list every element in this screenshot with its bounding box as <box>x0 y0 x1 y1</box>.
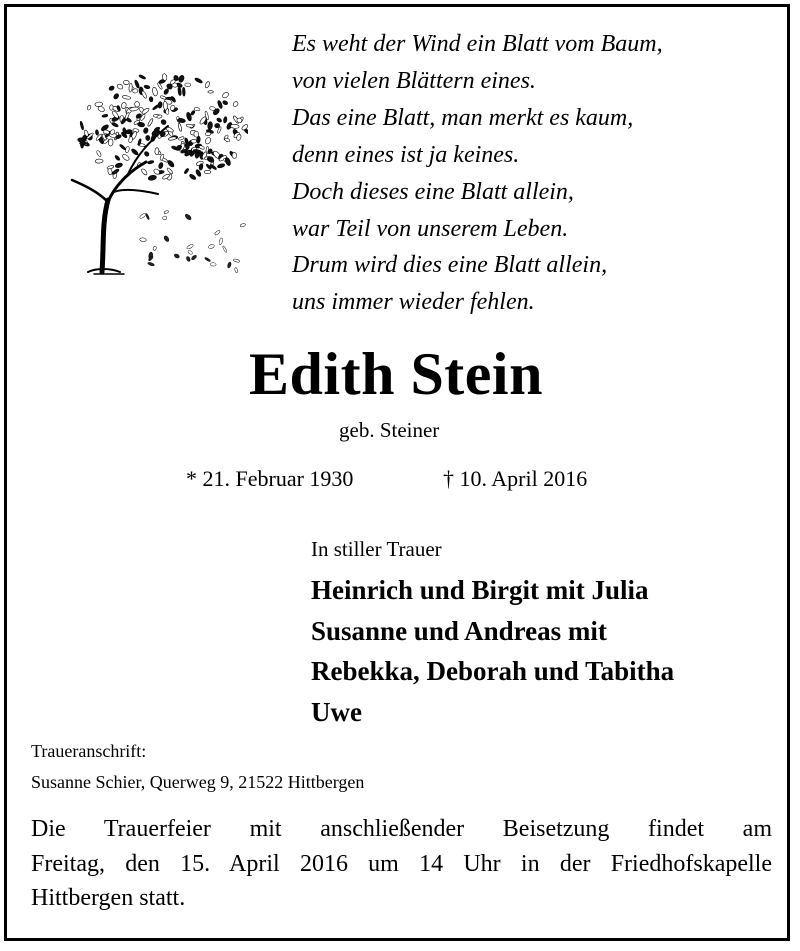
leaf-icon <box>123 80 129 85</box>
leaf-icon <box>102 114 108 118</box>
leaf-icon <box>133 89 138 93</box>
tree-in-wind-icon <box>58 62 248 280</box>
mourner-line: Heinrich und Birgit mit Julia <box>311 575 649 605</box>
leaf-icon <box>204 81 210 88</box>
falling-leaf-icon <box>163 235 170 242</box>
poem-line: Es weht der Wind ein Blatt vom Baum, <box>292 31 663 57</box>
falling-leaf-icon <box>174 253 180 259</box>
leaf-icon <box>223 116 227 123</box>
leaf-icon <box>178 136 184 141</box>
deceased-name: Edith Stein <box>249 341 543 407</box>
leaf-icon <box>145 135 150 141</box>
leaf-icon <box>204 137 211 145</box>
leaf-icon <box>144 151 150 157</box>
falling-leaf-icon <box>222 246 227 253</box>
falling-leaf-icon <box>187 250 193 255</box>
leaf-icon <box>216 117 222 123</box>
leaf-icon <box>160 95 167 100</box>
leaf-icon <box>190 110 195 116</box>
leaf-icon <box>178 75 185 84</box>
death-date: † 10. April 2016 <box>443 466 588 491</box>
leaf-icon <box>134 101 140 107</box>
leaf-icon <box>224 157 231 166</box>
falling-leaf-icon <box>234 267 238 273</box>
falling-leaf-icon <box>145 213 150 220</box>
leaf-icon <box>168 136 177 141</box>
mourner-line: Uwe <box>311 696 362 727</box>
falling-leaf-icon <box>210 263 216 267</box>
leaf-icon <box>166 167 173 174</box>
leaf-icon <box>139 74 147 79</box>
falling-leaf-icon <box>186 244 194 250</box>
leaf-icon <box>147 118 154 127</box>
leaf-icon <box>221 91 229 99</box>
falling-leaf-icon <box>153 246 157 251</box>
leaf-icon <box>222 100 228 106</box>
leaf-icon <box>186 124 194 128</box>
leaf-icon <box>87 105 92 111</box>
leaf-icon <box>178 87 182 96</box>
leaf-icon <box>95 102 103 107</box>
leaf-icon <box>110 105 114 111</box>
leaf-icon <box>155 148 159 155</box>
leaf-icon <box>185 142 189 150</box>
falling-leaf-icon <box>233 258 240 262</box>
leaf-icon <box>131 148 139 156</box>
leaf-icon <box>199 145 205 150</box>
leaf-icon <box>194 107 200 111</box>
leaf-icon <box>193 131 199 138</box>
falling-leaf-icon <box>147 262 154 267</box>
leaf-icon <box>204 170 211 174</box>
poem-line: von vielen Blättern eines. <box>292 67 536 94</box>
leaf-icon <box>232 152 237 158</box>
poem-line: war Teil von unserem Leben. <box>292 215 569 242</box>
leaf-icon <box>114 155 120 161</box>
leaf-icon <box>185 83 191 87</box>
leaf-icon <box>224 138 230 143</box>
mourner-line: Susanne und Andreas mit <box>311 615 607 646</box>
leaf-icon <box>182 87 185 96</box>
leaf-icon <box>152 87 158 97</box>
leaf-icon <box>167 159 175 168</box>
funeral-line: Die Trauerfeier mit anschließender Beisetzung findet am <box>31 816 772 842</box>
leaf-icon <box>95 130 99 136</box>
leaf-icon <box>121 153 130 161</box>
leaf-icon <box>189 173 197 180</box>
leaf-icon <box>107 168 112 175</box>
leaf-icon <box>217 100 223 109</box>
leaf-icon <box>80 121 85 130</box>
birth-date: * 21. Februar 1930 <box>186 466 354 491</box>
leaf-icon <box>111 122 119 128</box>
leaf-icon <box>108 139 113 147</box>
leaf-icon <box>96 150 102 157</box>
funeral-info <box>31 812 772 916</box>
leaf-icon <box>178 123 183 132</box>
leaf-icon <box>119 144 126 151</box>
leaf-icon <box>137 122 145 128</box>
leaf-icon <box>230 124 239 129</box>
falling-leaf-icon <box>139 213 146 220</box>
falling-leaf-icon <box>162 216 166 220</box>
deceased-name-block <box>0 338 800 410</box>
falling-leaf-icon <box>164 210 169 214</box>
poem-line: uns immer wieder fehlen. <box>292 289 535 316</box>
leaf-icon <box>116 83 123 90</box>
leaf-icon <box>144 85 151 90</box>
falling-leaf-icon <box>186 256 191 262</box>
mourning-label: In stiller Trauer <box>311 537 442 561</box>
leaf-icon <box>122 95 131 100</box>
leaf-icon <box>115 162 123 168</box>
funeral-line: Hittbergen statt. <box>31 885 186 911</box>
leaf-icon <box>95 159 103 164</box>
falling-leaf-icon <box>204 257 211 262</box>
leaf-icon <box>217 163 225 169</box>
leaf-icon <box>143 127 149 134</box>
poem <box>292 26 772 321</box>
falling-leaf-icon <box>240 223 246 227</box>
address-text: Susanne Schier, Querweg 9, 21522 Hittbergen <box>31 772 365 792</box>
falling-leaf-icon <box>227 262 232 269</box>
leaf-icon <box>108 85 115 91</box>
leaf-icon <box>160 119 167 126</box>
mourners-list <box>311 570 674 732</box>
leaf-icon <box>194 77 203 84</box>
poem-line: Doch dieses eine Blatt allein, <box>292 178 574 205</box>
falling-leaf-icon <box>184 213 192 221</box>
address-label: Traueranschrift: <box>31 741 147 761</box>
leaf-icon <box>191 139 197 143</box>
falling-leaf-icon <box>191 254 197 260</box>
leaf-icon <box>128 136 133 143</box>
leaf-icon <box>134 80 140 89</box>
leaf-icon <box>232 101 239 108</box>
leaf-icon <box>207 121 213 129</box>
poem-line: Das eine Blatt, man merkt es kaum, <box>292 104 634 131</box>
leaf-icon <box>113 93 120 100</box>
falling-leaf-icon <box>208 244 215 250</box>
leaf-icon <box>208 91 214 94</box>
poem-line: Drum wird dies eine Blatt allein, <box>292 252 608 279</box>
falling-leaf-icon <box>139 237 146 241</box>
leaf-icon <box>141 168 148 176</box>
leaf-icon <box>80 142 88 145</box>
falling-leaf-icon <box>219 238 224 245</box>
leaf-icon <box>125 146 130 153</box>
leaf-icon <box>158 162 164 169</box>
poem-line: denn eines ist ja keines. <box>292 141 520 168</box>
leaf-icon <box>129 83 133 92</box>
leaf-icon <box>149 96 153 102</box>
falling-leaf-icon <box>214 230 220 236</box>
funeral-line: Freitag, den 15. April 2016 um 14 Uhr in der Friedhofskapelle <box>31 850 772 877</box>
mourner-line: Rebekka, Deborah und Tabitha <box>311 656 675 686</box>
leaf-icon <box>205 132 211 136</box>
leaf-icon <box>184 168 190 174</box>
birth-name: geb. Steiner <box>339 418 440 442</box>
leaf-icon <box>148 175 157 182</box>
leaf-icon <box>147 160 154 164</box>
